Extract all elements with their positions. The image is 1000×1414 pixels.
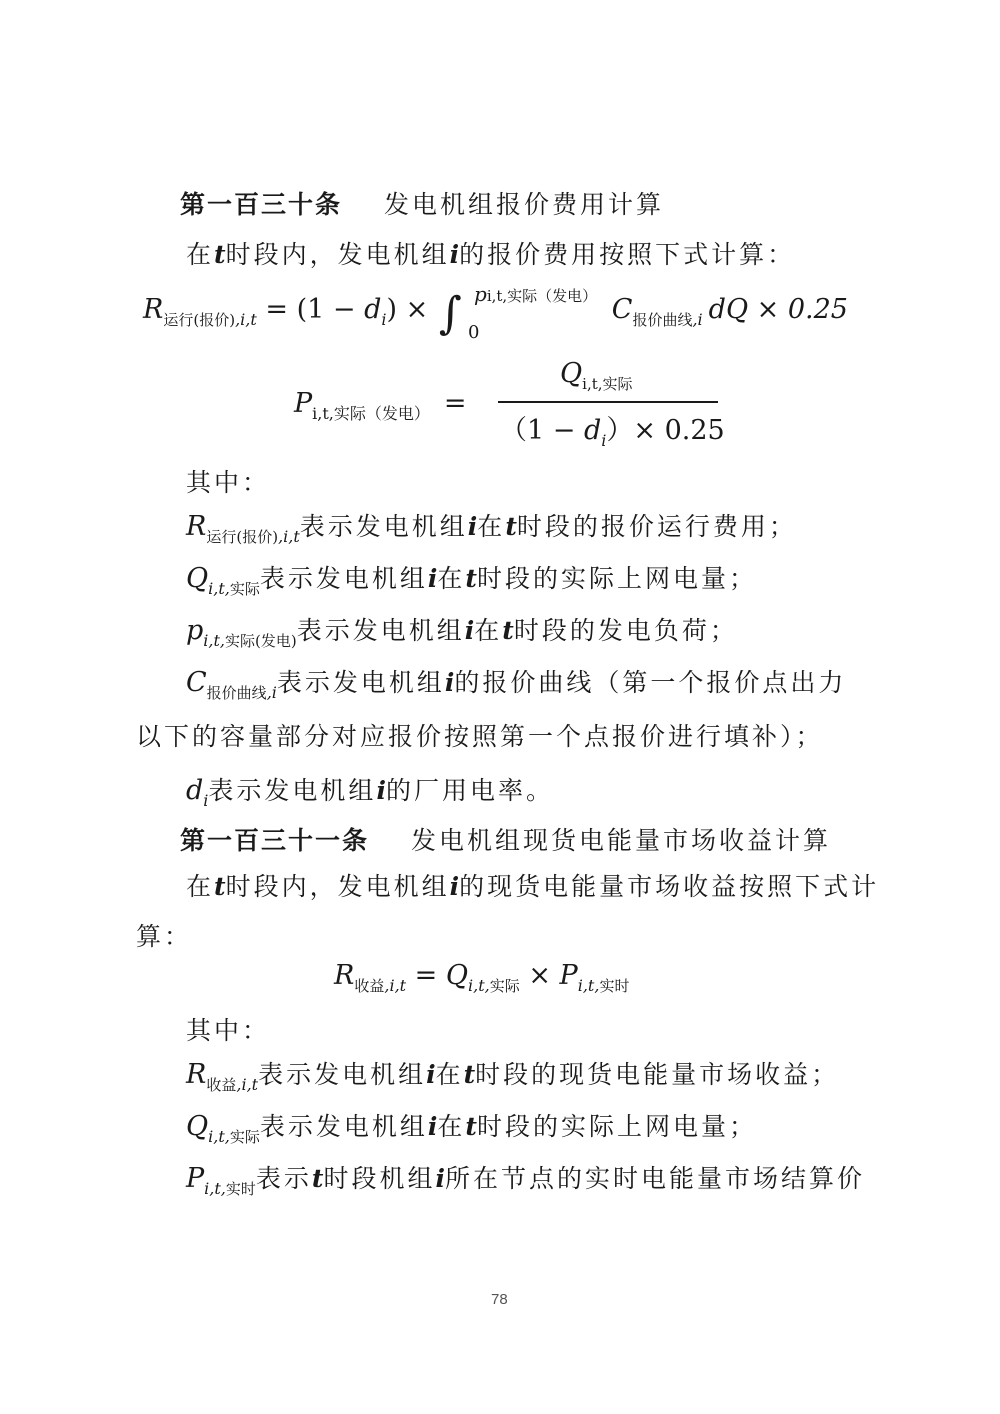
article-title: 发电机组报价费用计算 [384, 190, 665, 219]
fraction-numerator: $Q_{i,t,实际}$ [560, 358, 633, 393]
article-130-heading [180, 188, 664, 222]
formula-quote-cost: $R_{运行(报价),i,t} = (1 - d_i)$ × ∫ $C_{报价曲线,i}$ dQ × 0.25 [143, 288, 848, 339]
formula-revenue: $R_{收益,i,t} = Q_{i,t,实际} \times P_{i,t,实时}$ [334, 960, 630, 995]
definition-item: $R_{收益,i,t}$表示发电机组i在t时段的现货电能量市场收益； [186, 1059, 840, 1094]
integral-sign: ∫ [438, 288, 462, 339]
integral-lower-limit: 0 [468, 322, 480, 343]
definition-item: $p_{i,t,实际(发电)}$表示发电机组i在t时段的发电负荷； [186, 615, 738, 650]
article-number: 第一百三十一条 [180, 826, 370, 855]
definition-item: $P_{i,t,实时}$表示t时段机组i所在节点的实时电能量市场结算价 [186, 1163, 866, 1198]
article-131-intro-wrap: 算： [136, 922, 193, 951]
article-title: 发电机组现货电能量市场收益计算 [411, 826, 832, 855]
integral-upper-limit: pi,t,实际（发电） [474, 282, 598, 306]
formula-actual-power: $P_{i,t,实际(发电)}$ = [294, 388, 467, 423]
definition-item: $Q_{i,t,实际}$表示发电机组i在t时段的实际上网电量； [186, 1111, 757, 1146]
definition-continuation: 以下的容量部分对应报价按照第一个点报价进行填补）； [136, 722, 824, 751]
article-130-intro: 在t时段内，发电机组i的报价费用按照下式计算： [186, 240, 796, 269]
definition-item: $d_i$表示发电机组i的厂用电率。 [186, 775, 554, 810]
article-131-intro: 在t时段内，发电机组i的现货电能量市场收益按照下式计 [186, 872, 880, 901]
definition-item: $C_{报价曲线,i}$表示发电机组i的报价曲线（第一个报价点出力 [186, 667, 847, 702]
page-number: 78 [491, 1291, 508, 1308]
article-131-heading [180, 824, 831, 858]
definition-item: $Q_{i,t,实际}$表示发电机组i在t时段的实际上网电量； [186, 563, 757, 598]
where-label: 其中： [186, 468, 271, 497]
where-label: 其中： [186, 1016, 271, 1045]
definition-item: $R_{运行(报价),i,t}$表示发电机组i在t时段的报价运行费用； [186, 511, 797, 546]
fraction-denominator: $(1 - d_i)\times 0.25$ [500, 415, 725, 450]
article-number: 第一百三十条 [180, 190, 343, 219]
fraction-bar [498, 401, 718, 403]
